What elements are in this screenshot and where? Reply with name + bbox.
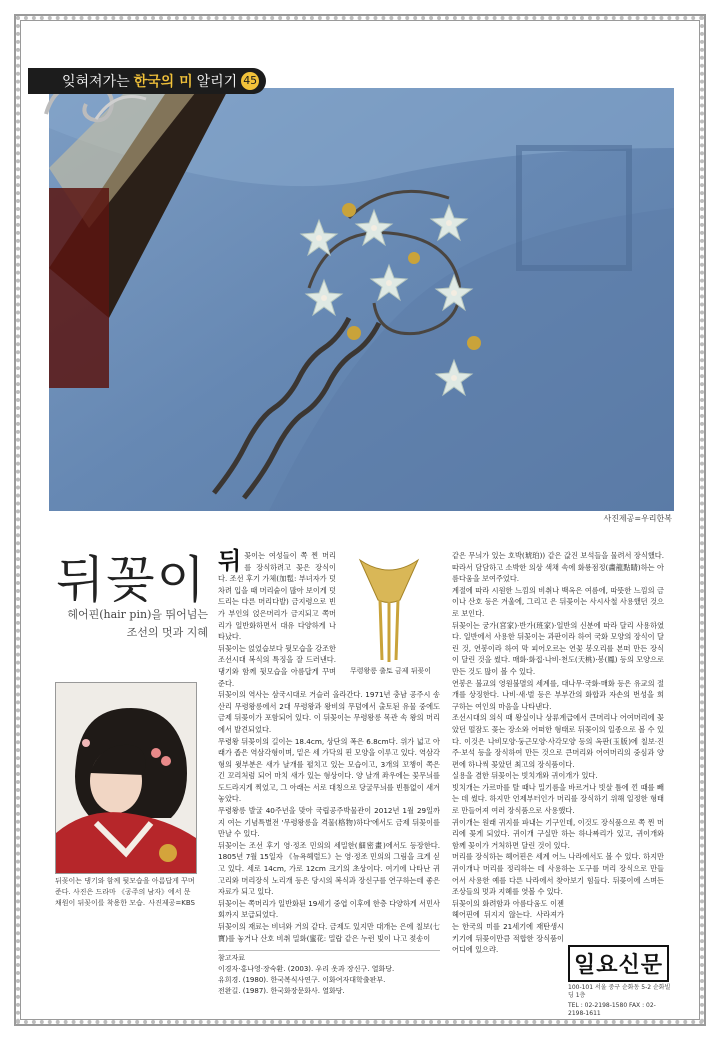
references (218, 950, 440, 997)
col2-paragraph-6: 실용을 겸한 뒤꽂이는 빗치개와 귀이개가 있다. (452, 771, 598, 781)
gold-hairpin-image (340, 550, 438, 665)
series-banner (28, 68, 266, 94)
subtitle-line-1: 헤어핀(hair pin)을 뛰어넘는 (67, 608, 208, 621)
article-column-2 (452, 550, 664, 956)
col2-paragraph-5: 조선시대의 의식 때 왕실이나 상류계급에서 큰머리나 어여머리에 꽂았던 떨잠도 꽂는 장소와 어떠한 형태로 뒤꽂이의 일종으로 볼 수 있다. 이것은 나비모양·둥근모양·사각모양 등의 옥판(玉版)에 칠보·진주·보석 등을 장식하여 만든 것으로 큰머리와 어여머리의 중심과 양편에 하나씩 꽂았던 최고의 장식품이다. (452, 713, 664, 769)
portrait-caption (55, 876, 195, 909)
col1-paragraph-5: 무령왕릉 발굴 40주년을 맞아 국립공주박물관이 2012년 1월 29일까지 여는 기념특별전 '무령왕릉을 격물(格物)하다'에서도 금제 뒤꽂이를 만날 수 있다. (218, 806, 440, 839)
col2-paragraph-2: 계절에 따라 시원한 느낌의 비취나 백옥은 여름에, 따뜻한 느낌의 금이나 산호 등은 겨울에, 그리고 은 뒤꽂이는 사시사철 사용했던 것으로 보인다. (452, 585, 664, 618)
col1-paragraph-4: 무령왕 뒤꽂이의 길이는 18.4cm, 상단의 폭은 6.8cm다. 위가 넓고 아래가 좁은 역삼각형이며, 밑은 세 가닥의 핀 모양을 이루고 있다. 역삼각형의 윗부분은 새가 날개를 펼치고 있는 모습이고, 3개의 꼬챙이 쪽은 긴 꼬리처럼 되어 마치 새가 있는 형상이다. 양 날개 좌우에는 꽃무늬를 도드라지게 찍었고, 그 아래는 서로 대칭으로 당굴무늬를 빈틈없이 새겨 놓았다. (218, 736, 440, 804)
hero-photo (49, 88, 674, 511)
publisher-logo (568, 945, 672, 1018)
publisher-name: 일요신문 (568, 945, 669, 982)
article-title: 뒤꽂이 (56, 551, 207, 609)
gold-pin-inset (340, 550, 438, 678)
col1-paragraph-1: 꽂이는 여성들이 쪽 찐 머리를 장식하려고 꽂은 장식이다. 조선 후기 가체(加髢: 부녀자가 덧 차려 입을 때 머리숱이 많아 보이게 덧 드리는 다른 머리다발) 금지령으로 빈가 부인의 얹은머리가 금지되고 쪽머리가 일반화하면서 대유 다양하게 나타났다. (218, 551, 336, 642)
col1-paragraph-6: 뒤꽂이는 조선 후기 영·정조 민의의 세밀한(細密畫)에서도 등장한다. 1805년 7월 15일자 《뉴욕헤럴드》는 영·정조 민의의 그림을 크게 싣고 있다. 세로 14cm, 가로 12cm 크기의 초상이다. 여기에 나타난 귀고리와 머리장식 노리개 등은 당시의 복식과 장신구를 연구하는데 좋은 자료가 되고 있다. (218, 840, 440, 897)
article-subtitle (62, 606, 208, 642)
subtitle-line-2: 조선의 멋과 지혜 (126, 626, 208, 639)
reference-3: 전완길. (1987). 한국화장문화사. 열화당. (218, 987, 345, 995)
col2-paragraph-1: 같은 무늬가 있는 호박(琥珀)) 같은 값진 보석들을 물려서 장식했다. 따라서 담담하고 소박한 의상 색채 속에 화룡점정(畵龍點睛)하는 아름다움을 보여주었다. (452, 551, 664, 584)
col1-paragraph-3: 뒤꽂이의 역사는 삼국시대로 거슬러 올라간다. 1971년 충남 공주시 송산리 무령왕릉에서 2대 무령왕과 왕비의 무덤에서 출토된 유물 중에도 금제 뒤꽂이가 포함되어 있다. 이 뒤꽂이는 무령왕릉 목관 속 왕의 머리에서 발견되었다. (218, 690, 440, 734)
col2-paragraph-4: 연봉은 불교의 영원불멸의 세계를, 대나무·국화·매화 등은 유교의 절개를 상징한다. 나비·새·벌 등은 부부간의 화합과 자손의 번성을 희구하는 여인의 마음을 나타낸다. (452, 678, 664, 711)
col2-paragraph-3: 뒤꽂이는 궁가(宮家)·반가(班家)·일반의 신분에 따라 달리 사용하였다. 일반에서 사용한 뒤꽂이는 과판이라 하여 국화 모양의 장식이 달린 것, 연봉이라 하여 막 피어오르는 연꽃 봉오리를 본떠 만든 장식이 달린 것을 썼다. 매화·화접·나비·천도(天桃)·봉(鳳) 등의 모양으로 만든 것도 많이 볼 수 있다. (452, 620, 664, 676)
series-suffix: 알리기 (196, 74, 238, 90)
hair-pin-photo (49, 88, 674, 511)
portrait-credit: 사진제공=KBS (148, 899, 195, 907)
hero-photo-credit: 사진제공=우리한복 (603, 514, 672, 523)
series-highlight: 한국의 미 (133, 74, 193, 90)
series-prefix: 잊혀져가는 (62, 74, 130, 90)
col1-paragraph-8: 뒤꽂이의 재료는 비녀와 거의 같다. 금제도 있지만 대개는 은에 칠보(七寶)를 놓거나 산호 비취 밀화(蜜花: 밀랍 같은 누런 빛이 나고 젖송이 (218, 922, 440, 943)
col1-paragraph-2: 뒤꽂이는 얹었습보다 뒷모습을 강조한 조선시대 복식의 특징을 잘 드러낸다. 댕기와 함께 뒷모습을 아름답게 꾸며준다. (218, 643, 336, 688)
col2-paragraph-10: 뒤꽂이의 화려함과 아름다움도 이젠 헤어핀에 뒤지지 않는다. 사라져가는 한국의 미를 21세기에 재탄생시키기에 뒤꽂이만큼 적합한 장식품이 어디에 있으랴. (452, 898, 564, 955)
portrait-photo (55, 682, 197, 874)
reference-1: 이경자·홍나영·장숙환. (2003). 우리 옷과 장신구. 열화당. (218, 965, 395, 973)
reference-2: 유희경. (1980). 한국복식사연구. 이화여자대학출판부. (218, 976, 386, 984)
references-heading: 참고자료 (218, 954, 246, 962)
series-number-badge: 45 (241, 72, 259, 90)
actress-portrait-image (56, 683, 196, 873)
portrait-caption-text: 뒤꽂이는 댕기와 함께 뒷모습을 아름답게 꾸며준다. 사진은 드라마 《공주의 남자》에서 문채원이 뒤꽂이를 착용한 모습. (55, 877, 195, 907)
col2-paragraph-9: 머리를 장식하는 헤어핀은 세계 어느 나라에서도 볼 수 있다. 하지만 귀이개나 머리를 정리하는 데 사용하는 도구를 머리 장식으로 만들어서 사용한 예를 다른 나라에서 찾아보기 힘들다. 뒤꽂이에 스며든 조상들의 멋과 지혜를 엿볼 수 있다. (452, 852, 664, 897)
gold-pin-caption: 무령왕릉 출토 금제 뒤꽂이 (350, 667, 432, 675)
col1-paragraph-7: 뒤꽂이는 쪽머리가 일반화된 19세기 중엽 이후에 한층 다양하게 서민사회까지 보급되었다. (218, 898, 440, 920)
col2-paragraph-8: 귀이개는 원래 귀지를 파내는 기구인데, 이것도 장식품으로 쪽 찐 머리에 꽂게 되었다. 귀이개 구실만 하는 하나짜리가 있고, 귀이개와 함께 꽂이가 거처하면 달린 것이 있다. (452, 817, 664, 850)
dropcap: 뒤 (218, 547, 242, 575)
col2-paragraph-7: 빗치개는 가르마를 탈 때나 밀기름을 바르거나 빗살 틈에 낀 때를 빼는 데 썼다. 하지만 언제부터인가 머리를 장식하기 위해 일정한 형태로 만들어져 여러 장식품으로 사용했다. (452, 782, 664, 816)
publisher-phone: TEL : 02-2198-1580 FAX : 02-2198-1611 (568, 1002, 656, 1017)
publisher-address: 100-101 서울 중구 순화동 5-2 순화빌딩 1층 (568, 984, 671, 999)
